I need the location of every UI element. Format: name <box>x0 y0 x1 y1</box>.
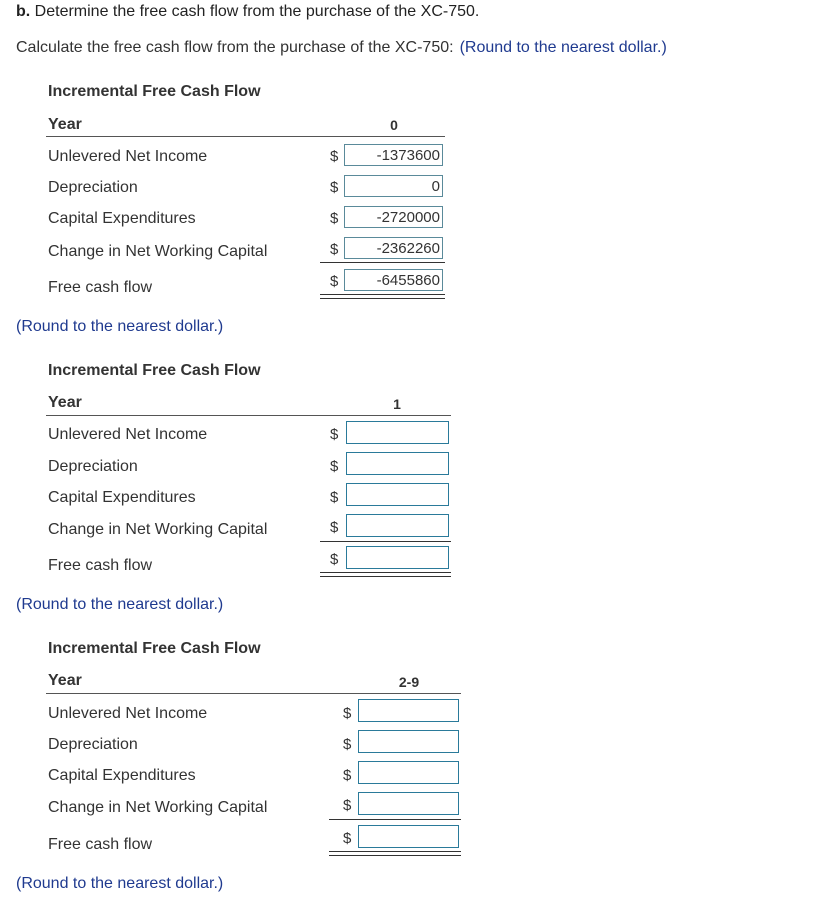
row-label-change-nwc: Change in Net Working Capital <box>48 799 268 816</box>
instruction-text: Calculate the free cash flow from the purchase of the XC-750: <box>16 39 454 56</box>
year-label: Year <box>48 116 82 133</box>
currency-symbol: $ <box>330 519 339 536</box>
row-label-free-cash-flow: Free cash flow <box>48 836 153 853</box>
year-value: 1 <box>393 396 401 412</box>
currency-symbol: $ <box>330 426 339 443</box>
row-label-change-nwc: Change in Net Working Capital <box>48 243 268 260</box>
subtotal-line <box>320 262 445 263</box>
total-double-line <box>320 294 445 299</box>
unlevered-net-income-input[interactable] <box>358 699 459 722</box>
currency-symbol: $ <box>343 797 352 814</box>
currency-symbol: $ <box>343 767 352 784</box>
table-title: Incremental Free Cash Flow <box>48 83 261 100</box>
currency-symbol: $ <box>330 458 339 475</box>
round-note: (Round to the nearest dollar.) <box>16 875 224 892</box>
round-note: (Round to the nearest dollar.) <box>16 596 224 613</box>
row-label-unlevered-net-income: Unlevered Net Income <box>48 705 208 722</box>
instruction-hint: (Round to the nearest dollar.) <box>459 39 667 56</box>
table-title: Incremental Free Cash Flow <box>48 640 261 657</box>
question-title <box>16 3 479 21</box>
header-divider <box>46 136 445 137</box>
row-label-unlevered-net-income: Unlevered Net Income <box>48 426 208 443</box>
unlevered-net-income-input[interactable] <box>344 144 443 166</box>
row-label-depreciation: Depreciation <box>48 736 138 753</box>
currency-symbol: $ <box>330 148 339 165</box>
currency-symbol: $ <box>343 705 352 722</box>
header-divider <box>46 415 451 416</box>
row-label-free-cash-flow: Free cash flow <box>48 557 153 574</box>
depreciation-input[interactable] <box>344 175 443 197</box>
unlevered-net-income-input[interactable] <box>346 421 449 444</box>
year-label: Year <box>48 672 82 689</box>
question-instruction <box>16 39 667 57</box>
change-nwc-input[interactable] <box>344 237 443 259</box>
header-divider <box>46 693 461 694</box>
row-label-capital-expenditures: Capital Expenditures <box>48 767 196 784</box>
year-value: 0 <box>390 117 398 133</box>
row-label-depreciation: Depreciation <box>48 458 138 475</box>
change-nwc-input[interactable] <box>346 514 449 537</box>
table-title: Incremental Free Cash Flow <box>48 362 261 379</box>
year-value: 2-9 <box>398 674 420 690</box>
currency-symbol: $ <box>330 273 339 290</box>
subtotal-line <box>329 819 461 820</box>
free-cash-flow-input[interactable] <box>344 269 443 291</box>
year-label: Year <box>48 394 82 411</box>
total-double-line <box>329 851 461 856</box>
currency-symbol: $ <box>343 830 352 847</box>
free-cash-flow-input[interactable] <box>346 546 449 569</box>
row-label-depreciation: Depreciation <box>48 179 138 196</box>
currency-symbol: $ <box>330 551 339 568</box>
row-label-capital-expenditures: Capital Expenditures <box>48 489 196 506</box>
depreciation-input[interactable] <box>358 730 459 753</box>
question-part: b. <box>16 3 31 20</box>
round-note: (Round to the nearest dollar.) <box>16 318 224 335</box>
change-nwc-input[interactable] <box>358 792 459 815</box>
currency-symbol: $ <box>330 179 339 196</box>
row-label-change-nwc: Change in Net Working Capital <box>48 521 268 538</box>
capital-expenditures-input[interactable] <box>358 761 459 784</box>
row-label-free-cash-flow: Free cash flow <box>48 279 153 296</box>
capital-expenditures-input[interactable] <box>344 206 443 228</box>
total-double-line <box>320 572 451 577</box>
currency-symbol: $ <box>330 489 339 506</box>
row-label-capital-expenditures: Capital Expenditures <box>48 210 196 227</box>
currency-symbol: $ <box>330 210 339 227</box>
currency-symbol: $ <box>330 241 339 258</box>
subtotal-line <box>320 541 451 542</box>
capital-expenditures-input[interactable] <box>346 483 449 506</box>
question-title-text: Determine the free cash flow from the purchase of the XC-750. <box>34 3 480 20</box>
depreciation-input[interactable] <box>346 452 449 475</box>
currency-symbol: $ <box>343 736 352 753</box>
free-cash-flow-input[interactable] <box>358 825 459 848</box>
row-label-unlevered-net-income: Unlevered Net Income <box>48 148 208 165</box>
